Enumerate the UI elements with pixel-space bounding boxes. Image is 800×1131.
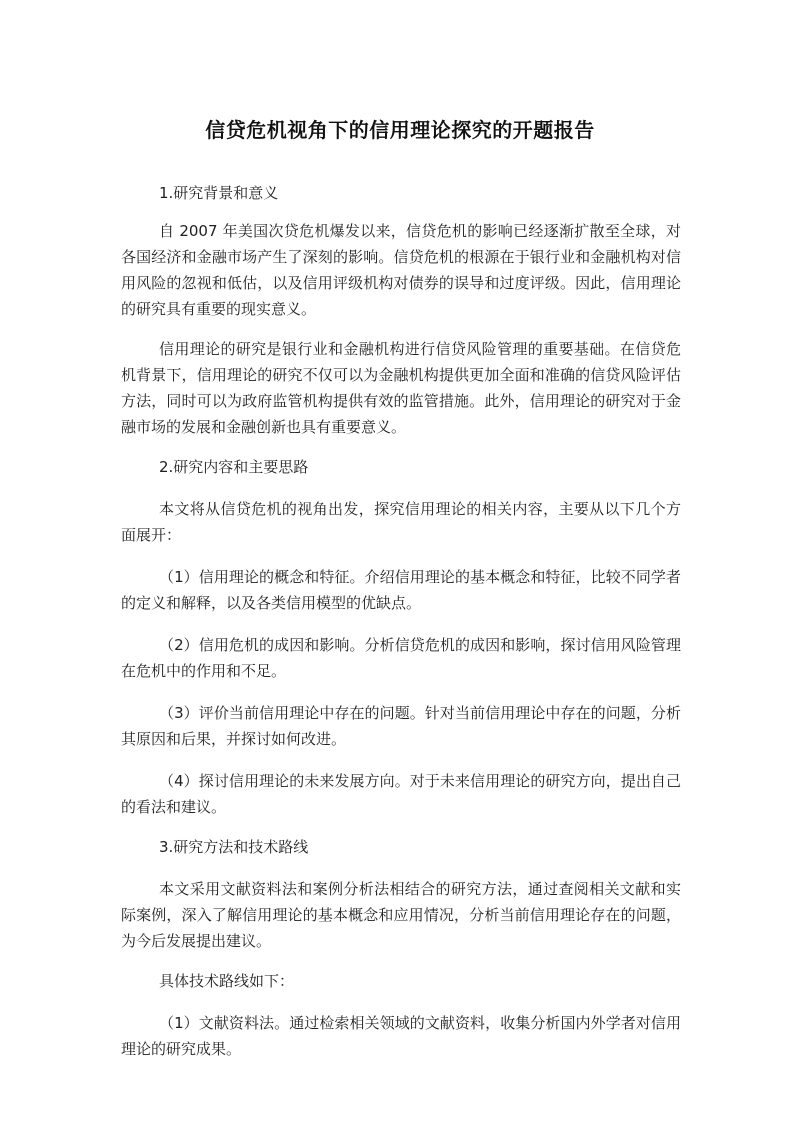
- list-item-methods-1: （1）文献资料法。通过检索相关领域的文献资料，收集分析国内外学者对信用理论的研究成果。: [121, 1014, 681, 1058]
- list-item-content-3: （3）评价当前信用理论中存在的问题。针对当前信用理论中存在的问题，分析其原因和后果，并探讨如何改进。: [121, 704, 681, 748]
- paragraph-background-1: 自 2007 年美国次贷危机爆发以来，信贷危机的影响已经逐渐扩散至全球，对各国经济和金融市场产生了深刻的影响。信贷危机的根源在于银行业和金融机构对信用风险的忽视和低估，以及信用评级机构对债券的误导和过度评级。因此，信用理论的研究具有重要的现实意义。: [121, 222, 681, 318]
- list-item-content-1: （1）信用理论的概念和特征。介绍信用理论的基本概念和特征，比较不同学者的定义和解释，以及各类信用模型的优缺点。: [121, 568, 681, 612]
- section-heading-methods: 3.研究方法和技术路线: [159, 838, 309, 856]
- document-body: [121, 180, 681, 1062]
- paragraph-content-intro: 本文将从信贷危机的视角出发，探究信用理论的相关内容，主要从以下几个方面展开：: [121, 500, 681, 544]
- section-heading-content: 2.研究内容和主要思路: [159, 458, 309, 476]
- list-item-content-2: （2）信用危机的成因和影响。分析信贷危机的成因和影响，探讨信用风险管理在危机中的作用和不足。: [121, 636, 681, 680]
- paragraph-background-2: 信用理论的研究是银行业和金融机构进行信贷风险管理的重要基础。在信贷危机背景下，信用理论的研究不仅可以为金融机构提供更加全面和准确的信贷风险评估方法，同时可以为政府监管机构提供有效的监管措施。此外，信用理论的研究对于金融市场的发展和金融创新也具有重要意义。: [121, 340, 681, 436]
- section-heading-background: 1.研究背景和意义: [159, 184, 279, 202]
- list-item-content-4: （4）探讨信用理论的未来发展方向。对于未来信用理论的研究方向，提出自己的看法和建议。: [121, 772, 681, 816]
- paragraph-methods-2: 具体技术路线如下：: [159, 972, 295, 990]
- document-title: 信贷危机视角下的信用理论探究的开题报告: [205, 118, 595, 142]
- paragraph-methods-1: 本文采用文献资料法和案例分析法相结合的研究方法，通过查阅相关文献和实际案例，深入了解信用理论的基本概念和应用情况，分析当前信用理论存在的问题，为今后发展提出建议。: [121, 880, 681, 950]
